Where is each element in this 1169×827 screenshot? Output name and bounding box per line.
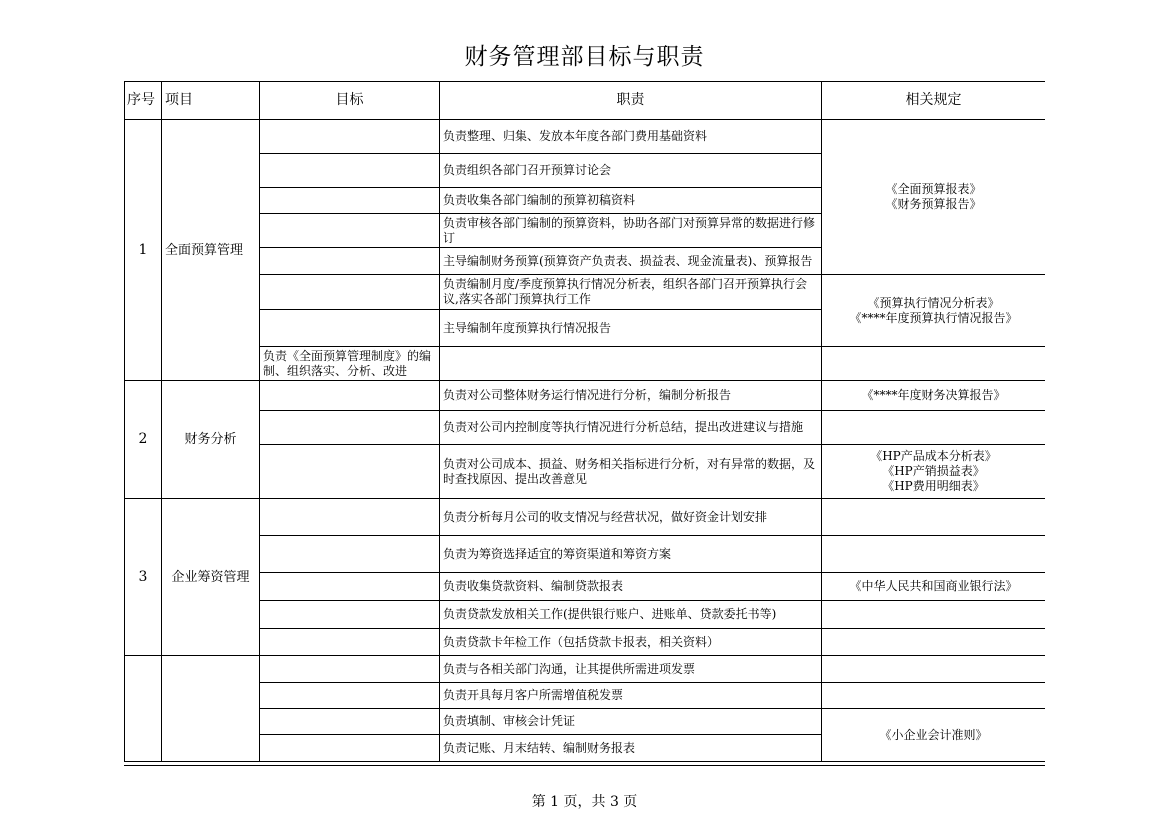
table-row xyxy=(125,709,1046,735)
goal-cell xyxy=(260,683,440,709)
table-row xyxy=(125,601,1046,629)
goal-cell xyxy=(260,735,440,762)
duty-cell: 负责对公司内控制度等执行情况进行分析总结，提出改进建议与措施 xyxy=(440,411,822,445)
duty-cell: 负责填制、审核会计凭证 xyxy=(440,709,822,735)
regulation-line: 《HP费用明细表》 xyxy=(882,479,985,493)
regulation-line: 《预算执行情况分析表》 xyxy=(867,295,1000,310)
table-row xyxy=(125,683,1046,709)
duty-cell: 负责与各相关部门沟通，让其提供所需进项发票 xyxy=(440,656,822,683)
table-row xyxy=(125,381,1046,411)
goal-cell xyxy=(260,154,440,188)
goal-cell xyxy=(260,536,440,573)
header-goal: 目标 xyxy=(260,82,440,120)
table-row xyxy=(125,499,1046,536)
section-project xyxy=(162,656,260,762)
goal-cell xyxy=(260,656,440,683)
regulation-cell xyxy=(822,709,1046,762)
regulation-cell xyxy=(822,499,1046,536)
regulation-line: 《HP产品成本分析表》 xyxy=(870,449,997,463)
table-row xyxy=(125,411,1046,445)
regulation-cell xyxy=(822,120,1046,275)
header-item: 项目 xyxy=(162,82,260,120)
page-footer: 第 1 页，共 3 页 xyxy=(531,794,638,810)
regulation-cell xyxy=(822,536,1046,573)
duty-cell: 负责对公司整体财务运行情况进行分析，编制分析报告 xyxy=(440,381,822,411)
goal-cell xyxy=(260,214,440,248)
duty-cell: 负责编制月度/季度预算执行情况分析表，组织各部门召开预算执行会议,落实各部门预算执行工作 xyxy=(440,275,822,310)
table-row xyxy=(125,275,1046,310)
regulation-cell xyxy=(822,347,1046,381)
goal-cell xyxy=(260,275,440,310)
duty-cell: 负责收集各部门编制的预算初稿资料 xyxy=(440,188,822,214)
goal-cell: 负责《全面预算管理制度》的编制、组织落实、分析、改进 xyxy=(260,347,440,381)
regulation-cell xyxy=(822,601,1046,629)
regulation-cell xyxy=(822,629,1046,656)
header-regulation: 相关规定 xyxy=(822,82,1046,120)
goal-cell xyxy=(260,629,440,656)
goal-cell xyxy=(260,709,440,735)
table-row xyxy=(125,120,1046,154)
duty-cell xyxy=(440,347,822,381)
table-row xyxy=(125,536,1046,573)
regulation-cell xyxy=(822,381,1046,411)
duty-cell: 负责整理、归集、发放本年度各部门费用基础资料 xyxy=(440,120,822,154)
header-duty: 职责 xyxy=(440,82,822,120)
responsibility-table-viewport xyxy=(124,81,1045,766)
duty-cell: 主导编制财务预算(预算资产负责表、损益表、现金流量表)、预算报告 xyxy=(440,248,822,275)
duty-cell: 负责贷款卡年检工作（包括贷款卡报表，相关资料） xyxy=(440,629,822,656)
responsibility-table xyxy=(124,81,1045,762)
goal-cell xyxy=(260,310,440,347)
header-no: 序号 xyxy=(125,82,162,120)
table-row xyxy=(125,573,1046,601)
goal-cell xyxy=(260,248,440,275)
regulation-line: 《小企业会计准则》 xyxy=(879,727,988,742)
duty-cell: 负责组织各部门召开预算讨论会 xyxy=(440,154,822,188)
goal-cell xyxy=(260,188,440,214)
goal-cell xyxy=(260,499,440,536)
section-no xyxy=(125,656,162,762)
regulation-cell xyxy=(822,411,1046,445)
section-project: 全面预算管理 xyxy=(162,120,260,381)
regulation-line: 《中华人民共和国商业银行法》 xyxy=(849,579,1018,593)
table-row xyxy=(125,629,1046,656)
regulation-cell xyxy=(822,275,1046,347)
goal-cell xyxy=(260,445,440,499)
duty-cell: 负责为筹资选择适宜的筹资渠道和筹资方案 xyxy=(440,536,822,573)
section-no: 2 xyxy=(125,381,162,499)
regulation-cell xyxy=(822,445,1046,499)
regulation-cell xyxy=(822,573,1046,601)
section-project: 财务分析 xyxy=(162,381,260,499)
goal-cell xyxy=(260,381,440,411)
duty-cell: 负责记账、月末结转、编制财务报表 xyxy=(440,735,822,762)
duty-cell: 主导编制年度预算执行情况报告 xyxy=(440,310,822,347)
regulation-cell xyxy=(822,683,1046,709)
duty-cell: 负责收集贷款资料、编制贷款报表 xyxy=(440,573,822,601)
regulation-line: 《****年度预算执行情况报告》 xyxy=(849,310,1018,325)
table-header-row xyxy=(125,82,1046,120)
page-title: 财务管理部目标与职责 xyxy=(464,44,705,70)
duty-cell: 负责对公司成本、损益、财务相关指标进行分析，对有异常的数据，及时查找原因、提出改善意见 xyxy=(440,445,822,499)
section-project: 企业筹资管理 xyxy=(162,499,260,656)
goal-cell xyxy=(260,573,440,601)
goal-cell xyxy=(260,601,440,629)
regulation-line: 《****年度财务决算报告》 xyxy=(861,388,1006,402)
table-row xyxy=(125,445,1046,499)
table-row xyxy=(125,347,1046,381)
regulation-cell xyxy=(822,656,1046,683)
table-row xyxy=(125,656,1046,683)
section-no: 3 xyxy=(125,499,162,656)
duty-cell: 负责分析每月公司的收支情况与经营状况，做好资金计划安排 xyxy=(440,499,822,536)
duty-cell: 负责贷款发放相关工作(提供银行账户、进账单、贷款委托书等) xyxy=(440,601,822,629)
section-no: 1 xyxy=(125,120,162,381)
regulation-line: 《财务预算报告》 xyxy=(885,197,982,211)
regulation-line: 《HP产销损益表》 xyxy=(882,464,985,478)
goal-cell xyxy=(260,411,440,445)
duty-cell: 负责审核各部门编制的预算资料，协助各部门对预算异常的数据进行修订 xyxy=(440,214,822,248)
regulation-line: 《全面预算报表》 xyxy=(885,182,982,196)
goal-cell xyxy=(260,120,440,154)
duty-cell: 负责开具每月客户所需增值税发票 xyxy=(440,683,822,709)
